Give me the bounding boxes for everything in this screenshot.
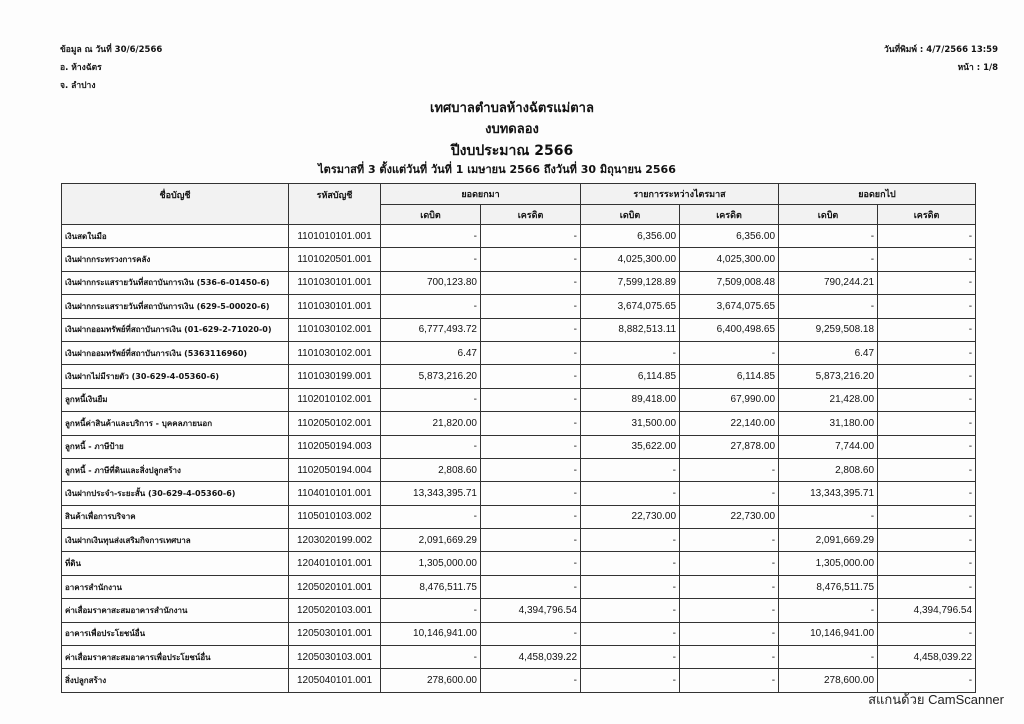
account-name-cell: อาคารเพื่อประโยชน์อื่น (62, 622, 289, 645)
table-row (62, 505, 976, 528)
brought-forward-debit-cell: 13,343,395.71 (381, 482, 481, 505)
account-name-cell: ที่ดิน (62, 552, 289, 575)
carried-forward-debit-cell: - (779, 295, 878, 318)
brought-forward-credit-cell: - (481, 295, 581, 318)
quarter-debit-cell: - (581, 599, 680, 622)
account-name-cell: ค่าเสื่อมราคาสะสมอาคารสำนักงาน (62, 599, 289, 622)
header-q-credit: เครดิต (680, 205, 779, 225)
account-code-cell: 1205020103.001 (289, 599, 381, 622)
carried-forward-debit-cell: - (779, 248, 878, 271)
quarter-debit-cell: - (581, 669, 680, 692)
table-row (62, 225, 976, 248)
quarter-credit-cell: - (680, 599, 779, 622)
account-name-cell: สิ่งปลูกสร้าง (62, 669, 289, 692)
quarter-credit-cell: 3,674,075.65 (680, 295, 779, 318)
header-account-name: ชื่อบัญชี (62, 184, 289, 225)
quarter-credit-cell: 6,114.85 (680, 365, 779, 388)
table-row (62, 295, 976, 318)
brought-forward-credit-cell: - (481, 435, 581, 458)
quarter-debit-cell: 6,114.85 (581, 365, 680, 388)
carried-forward-credit-cell: - (878, 529, 976, 552)
quarter-credit-cell: 67,990.00 (680, 388, 779, 411)
account-code-cell: 1205040101.001 (289, 669, 381, 692)
brought-forward-debit-cell: 278,600.00 (381, 669, 481, 692)
quarter-credit-cell: 27,878.00 (680, 435, 779, 458)
account-name-cell: เงินฝากไม่มีรายตัว (30-629-4-05360-6) (62, 365, 289, 388)
account-code-cell: 1102010102.001 (289, 388, 381, 411)
report-meta-right (884, 41, 998, 77)
report-meta-left (60, 41, 162, 95)
brought-forward-debit-cell: - (381, 599, 481, 622)
quarter-credit-cell: - (680, 622, 779, 645)
carried-forward-credit-cell: - (878, 295, 976, 318)
carried-forward-credit-cell: - (878, 388, 976, 411)
account-name-cell: ค่าเสื่อมราคาสะสมอาคารเพื่อประโยชน์อื่น (62, 646, 289, 669)
quarter-credit-cell: - (680, 646, 779, 669)
brought-forward-credit-cell: - (481, 271, 581, 294)
account-code-cell: 1101030102.001 (289, 341, 381, 364)
brought-forward-credit-cell: - (481, 225, 581, 248)
table-row (62, 529, 976, 552)
header-bf-debit: เดบิต (381, 205, 481, 225)
carried-forward-debit-cell: 278,600.00 (779, 669, 878, 692)
quarter-debit-cell: 89,418.00 (581, 388, 680, 411)
table-row (62, 271, 976, 294)
brought-forward-credit-cell: - (481, 482, 581, 505)
account-code-cell: 1205030103.001 (289, 646, 381, 669)
brought-forward-debit-cell: 1,305,000.00 (381, 552, 481, 575)
quarter-credit-cell: - (680, 458, 779, 481)
table-row (62, 248, 976, 271)
account-name-cell: เงินฝากกระทรวงการคลัง (62, 248, 289, 271)
table-row (62, 599, 976, 622)
header-row-1 (62, 184, 976, 205)
quarter-debit-cell: - (581, 341, 680, 364)
carried-forward-credit-cell: - (878, 341, 976, 364)
carried-forward-debit-cell: - (779, 225, 878, 248)
quarter-debit-cell: 22,730.00 (581, 505, 680, 528)
quarter-credit-cell: 7,509,008.48 (680, 271, 779, 294)
brought-forward-debit-cell: - (381, 225, 481, 248)
brought-forward-credit-cell: - (481, 412, 581, 435)
quarter-debit-cell: 6,356.00 (581, 225, 680, 248)
brought-forward-debit-cell: 2,091,669.29 (381, 529, 481, 552)
account-code-cell: 1104010101.001 (289, 482, 381, 505)
carried-forward-debit-cell: 8,476,511.75 (779, 575, 878, 598)
quarter-credit-cell: - (680, 669, 779, 692)
quarter-debit-cell: 7,599,128.89 (581, 271, 680, 294)
account-code-cell: 1101030101.001 (289, 295, 381, 318)
brought-forward-debit-cell: - (381, 388, 481, 411)
brought-forward-debit-cell: 10,146,941.00 (381, 622, 481, 645)
account-name-cell: ลูกหนี้ค่าสินค้าและบริการ - บุคคลภายนอก (62, 412, 289, 435)
account-code-cell: 1101010101.001 (289, 225, 381, 248)
carried-forward-debit-cell: 31,180.00 (779, 412, 878, 435)
account-code-cell: 1203020199.002 (289, 529, 381, 552)
carried-forward-debit-cell: 2,808.60 (779, 458, 878, 481)
carried-forward-credit-cell: - (878, 552, 976, 575)
brought-forward-credit-cell: - (481, 622, 581, 645)
carried-forward-debit-cell: 13,343,395.71 (779, 482, 878, 505)
account-code-cell: 1205030101.001 (289, 622, 381, 645)
header-cf-credit: เครดิต (878, 205, 976, 225)
brought-forward-debit-cell: 5,873,216.20 (381, 365, 481, 388)
province: จ. ลำปาง (60, 81, 96, 91)
district: อ. ห้างฉัตร (60, 63, 102, 73)
report-title: งบทดลอง (485, 122, 539, 137)
table-body (62, 225, 976, 693)
quarter-debit-cell: 8,882,513.11 (581, 318, 680, 341)
account-name-cell: เงินฝากกระแสรายวันที่สถาบันการเงิน (629-5-00020-6) (62, 295, 289, 318)
quarter-debit-cell: - (581, 458, 680, 481)
quarter-credit-cell: - (680, 575, 779, 598)
account-code-cell: 1101020501.001 (289, 248, 381, 271)
header-during-quarter: รายการระหว่างไตรมาส (581, 184, 779, 205)
brought-forward-debit-cell: - (381, 248, 481, 271)
quarter-debit-cell: - (581, 646, 680, 669)
carried-forward-credit-cell: 4,458,039.22 (878, 646, 976, 669)
header-brought-forward: ยอดยกมา (381, 184, 581, 205)
carried-forward-credit-cell: - (878, 435, 976, 458)
account-code-cell: 1102050194.004 (289, 458, 381, 481)
carried-forward-credit-cell: - (878, 412, 976, 435)
brought-forward-credit-cell: - (481, 458, 581, 481)
carried-forward-credit-cell: - (878, 365, 976, 388)
brought-forward-credit-cell: 4,394,796.54 (481, 599, 581, 622)
carried-forward-credit-cell: - (878, 482, 976, 505)
table-row (62, 458, 976, 481)
quarter-debit-cell: 4,025,300.00 (581, 248, 680, 271)
brought-forward-debit-cell: 6.47 (381, 341, 481, 364)
quarter-debit-cell: - (581, 575, 680, 598)
brought-forward-debit-cell: 21,820.00 (381, 412, 481, 435)
brought-forward-credit-cell: - (481, 669, 581, 692)
brought-forward-debit-cell: - (381, 646, 481, 669)
carried-forward-debit-cell: - (779, 646, 878, 669)
quarter-debit-cell: 31,500.00 (581, 412, 680, 435)
account-name-cell: ลูกหนี้เงินยืม (62, 388, 289, 411)
quarter-credit-cell: 6,400,498.65 (680, 318, 779, 341)
carried-forward-debit-cell: 9,259,508.18 (779, 318, 878, 341)
header-account-code: รหัสบัญชี (289, 184, 381, 225)
carried-forward-credit-cell: - (878, 669, 976, 692)
carried-forward-credit-cell: - (878, 458, 976, 481)
carried-forward-debit-cell: 7,744.00 (779, 435, 878, 458)
account-code-cell: 1101030102.001 (289, 318, 381, 341)
brought-forward-credit-cell: - (481, 529, 581, 552)
quarter-credit-cell: 22,730.00 (680, 505, 779, 528)
carried-forward-credit-cell: - (878, 271, 976, 294)
fiscal-year: ปีงบประมาณ 2566 (450, 143, 574, 159)
brought-forward-debit-cell: 2,808.60 (381, 458, 481, 481)
quarter-credit-cell: - (680, 529, 779, 552)
table-row (62, 388, 976, 411)
account-code-cell: 1101030101.001 (289, 271, 381, 294)
account-name-cell: เงินสดในมือ (62, 225, 289, 248)
brought-forward-debit-cell: 8,476,511.75 (381, 575, 481, 598)
quarter-debit-cell: - (581, 622, 680, 645)
print-date: วันที่พิมพ์ : 4/7/2566 13:59 (883, 45, 998, 55)
brought-forward-debit-cell: 700,123.80 (381, 271, 481, 294)
account-code-cell: 1204010101.001 (289, 552, 381, 575)
account-code-cell: 1101030199.001 (289, 365, 381, 388)
brought-forward-credit-cell: - (481, 575, 581, 598)
quarter-debit-cell: - (581, 552, 680, 575)
header-cf-debit: เดบิต (779, 205, 878, 225)
account-name-cell: ลูกหนี้ - ภาษีป้าย (62, 435, 289, 458)
table-row (62, 622, 976, 645)
account-code-cell: 1102050194.003 (289, 435, 381, 458)
data-as-of: ข้อมูล ณ วันที่ 30/6/2566 (60, 45, 163, 55)
table-row (62, 365, 976, 388)
table-row (62, 575, 976, 598)
quarter-credit-cell: 6,356.00 (680, 225, 779, 248)
carried-forward-debit-cell: 21,428.00 (779, 388, 878, 411)
table-row (62, 482, 976, 505)
table-row (62, 341, 976, 364)
carried-forward-debit-cell: 1,305,000.00 (779, 552, 878, 575)
account-code-cell: 1105010103.002 (289, 505, 381, 528)
quarter-credit-cell: - (680, 552, 779, 575)
table-row (62, 412, 976, 435)
brought-forward-debit-cell: - (381, 435, 481, 458)
brought-forward-credit-cell: - (481, 552, 581, 575)
brought-forward-credit-cell: - (481, 365, 581, 388)
carried-forward-credit-cell: - (878, 622, 976, 645)
quarter-credit-cell: 4,025,300.00 (680, 248, 779, 271)
carried-forward-debit-cell: 2,091,669.29 (779, 529, 878, 552)
account-code-cell: 1102050102.001 (289, 412, 381, 435)
brought-forward-credit-cell: - (481, 318, 581, 341)
table-row (62, 435, 976, 458)
table-row (62, 318, 976, 341)
report-period: ไตรมาสที่ 3 ตั้งแต่วันที่ วันที่ 1 เมษายน 2566 ถึงวันที่ 30 มิถุนายน 2566 (318, 163, 676, 176)
organization-title: เทศบาลตำบลห้างฉัตรแม่ตาล (430, 101, 594, 116)
quarter-debit-cell: 3,674,075.65 (581, 295, 680, 318)
table-row (62, 646, 976, 669)
carried-forward-credit-cell: 4,394,796.54 (878, 599, 976, 622)
brought-forward-credit-cell: - (481, 388, 581, 411)
carried-forward-debit-cell: 5,873,216.20 (779, 365, 878, 388)
quarter-credit-cell: - (680, 341, 779, 364)
quarter-credit-cell: 22,140.00 (680, 412, 779, 435)
brought-forward-credit-cell: - (481, 505, 581, 528)
header-q-debit: เดบิต (581, 205, 680, 225)
table-row (62, 669, 976, 692)
account-name-cell: เงินฝากเงินทุนส่งเสริมกิจการเทศบาล (62, 529, 289, 552)
carried-forward-debit-cell: - (779, 505, 878, 528)
account-name-cell: เงินฝากกระแสรายวันที่สถาบันการเงิน (536-6-01450-6) (62, 271, 289, 294)
carried-forward-debit-cell: 790,244.21 (779, 271, 878, 294)
account-name-cell: เงินฝากออมทรัพย์ที่สถาบันการเงิน (01-629-2-71020-0) (62, 318, 289, 341)
table-row (62, 552, 976, 575)
brought-forward-credit-cell: 4,458,039.22 (481, 646, 581, 669)
trial-balance-table (61, 183, 976, 693)
quarter-debit-cell: - (581, 482, 680, 505)
brought-forward-credit-cell: - (481, 341, 581, 364)
brought-forward-debit-cell: - (381, 295, 481, 318)
account-code-cell: 1205020101.001 (289, 575, 381, 598)
carried-forward-credit-cell: - (878, 248, 976, 271)
carried-forward-credit-cell: - (878, 225, 976, 248)
page-number: หน้า : 1/8 (957, 63, 998, 73)
carried-forward-debit-cell: 10,146,941.00 (779, 622, 878, 645)
carried-forward-credit-cell: - (878, 575, 976, 598)
brought-forward-credit-cell: - (481, 248, 581, 271)
account-name-cell: อาคารสำนักงาน (62, 575, 289, 598)
account-name-cell: สินค้าเพื่อการบริจาค (62, 505, 289, 528)
account-name-cell: เงินฝากประจำ-ระยะสั้น (30-629-4-05360-6) (62, 482, 289, 505)
carried-forward-debit-cell: 6.47 (779, 341, 878, 364)
header-bf-credit: เครดิต (481, 205, 581, 225)
quarter-credit-cell: - (680, 482, 779, 505)
account-name-cell: ลูกหนี้ - ภาษีที่ดินและสิ่งปลูกสร้าง (62, 458, 289, 481)
brought-forward-debit-cell: 6,777,493.72 (381, 318, 481, 341)
brought-forward-debit-cell: - (381, 505, 481, 528)
camscanner-watermark: สแกนด้วย CamScanner (868, 692, 1004, 707)
carried-forward-credit-cell: - (878, 318, 976, 341)
quarter-debit-cell: - (581, 529, 680, 552)
carried-forward-credit-cell: - (878, 505, 976, 528)
carried-forward-debit-cell: - (779, 599, 878, 622)
report-titles (0, 98, 1024, 178)
quarter-debit-cell: 35,622.00 (581, 435, 680, 458)
header-carried-forward: ยอดยกไป (779, 184, 976, 205)
account-name-cell: เงินฝากออมทรัพย์ที่สถาบันการเงิน (5363116960) (62, 341, 289, 364)
